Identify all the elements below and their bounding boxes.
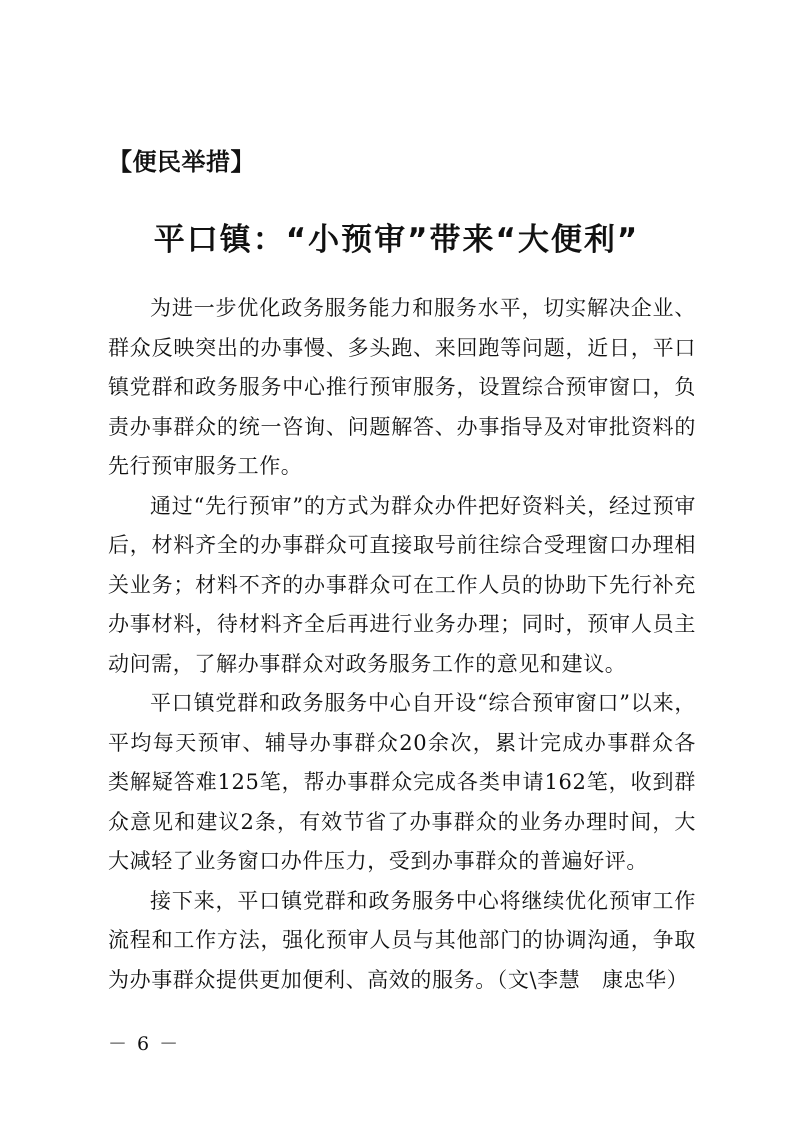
section-tag: 【便民举措】 <box>108 148 255 176</box>
paragraph: 为进一步优化政务服务能力和服务水平，切实解决企业、群众反映突出的办事慢、多头跑、来回跑等问题，近日，平口镇党群和政务服务中心推行预审服务，设置综合预审窗口，负责办事群众的统一咨询、问题解答、办事指导及对审批资料的先行预审服务工作。 <box>108 296 696 478</box>
page-number: － 6 － <box>108 1033 181 1055</box>
paragraph: 通过“先行预审”的方式为群众办件把好资料关，经过预审后，材料齐全的办事群众可直接取号前往综合受理窗口办理相关业务；材料不齐的办事群众可在工作人员的协助下先行补充办事材料，待材料齐全后再进行业务办理；同时，预审人员主动问需，了解办事群众对政务服务工作的意见和建议。 <box>108 493 696 676</box>
paragraph: 平口镇党群和政务服务中心自开设“综合预审窗口”以来，平均每天预审、辅导办事群众20余次，累计完成办事群众各类解疑答难125笔，帮办事群众完成各类申请162笔，收到群众意见和建议2条，有效节省了办事群众的业务办理时间，大大减轻了业务窗口办件压力，受到办事群众的普遍好评。 <box>108 691 696 873</box>
article-body <box>108 289 696 1000</box>
article-title: 平口镇：“小预审”带来“大便利” <box>153 222 640 258</box>
paragraph: 接下来，平口镇党群和政务服务中心将继续优化预审工作流程和工作方法，强化预审人员与其他部门的协调沟通，争取为办事群众提供更加便利、高效的服务。（文\李慧 康忠华） <box>108 888 696 992</box>
